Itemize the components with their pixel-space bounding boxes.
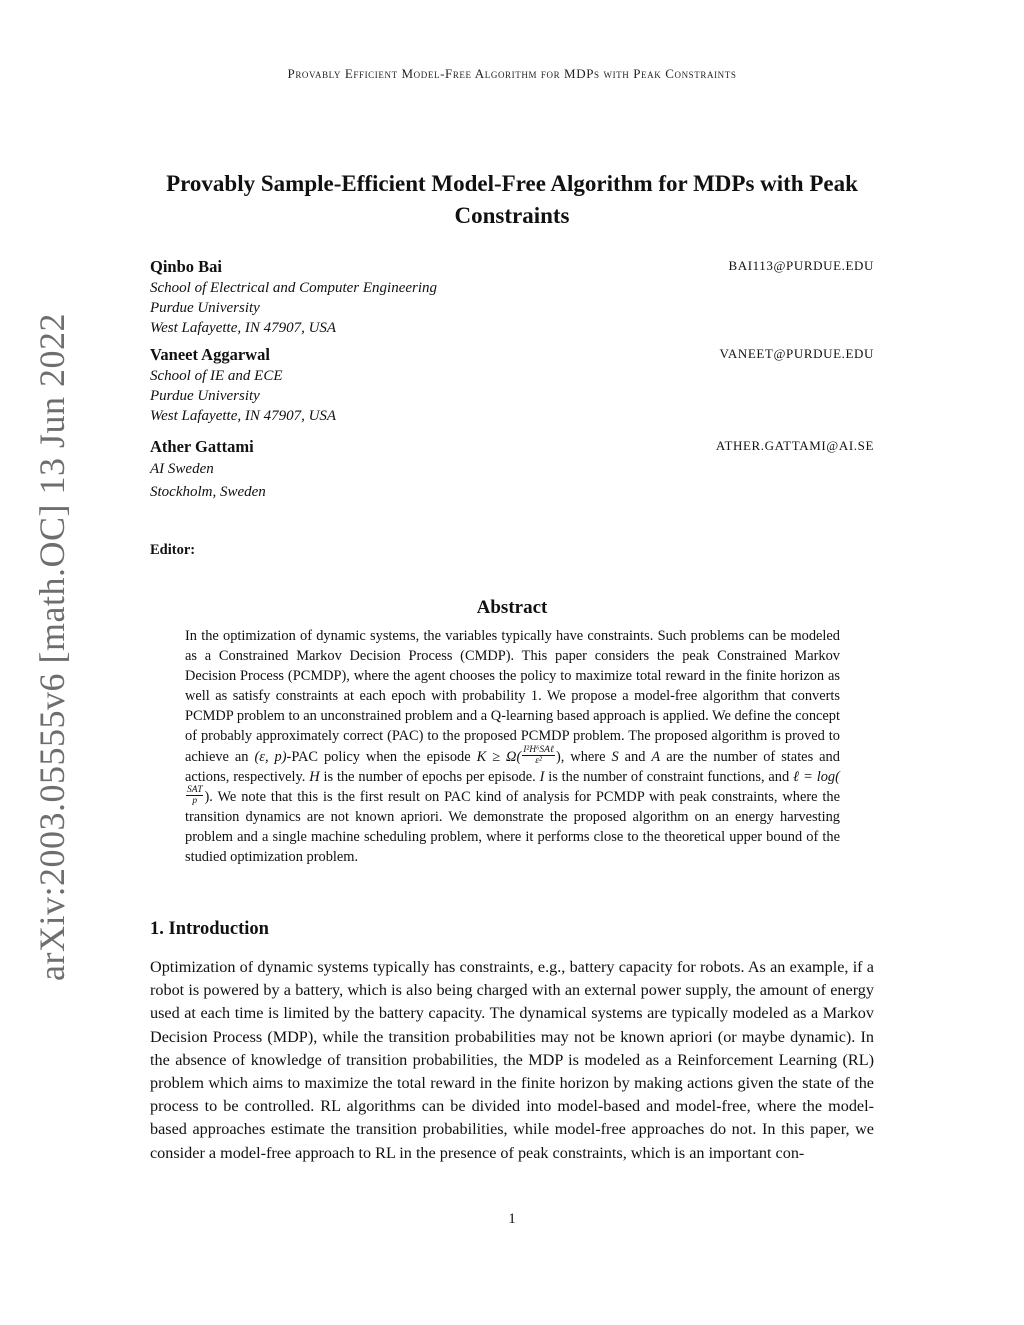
fraction-denominator: ε² xyxy=(535,755,542,766)
fraction-sample-complexity xyxy=(522,745,555,766)
math-i: I xyxy=(539,768,545,785)
abstract-body xyxy=(185,626,840,867)
author-name: Ather Gattami xyxy=(150,437,254,456)
math-h: H xyxy=(309,768,320,785)
fraction-log-term xyxy=(186,785,203,806)
author-affiliation-line: Stockholm, Sweden xyxy=(150,484,266,500)
abstract-text: -PAC policy when the episode xyxy=(286,748,471,765)
author-email[interactable]: VANEET@PURDUE.EDU xyxy=(719,346,874,361)
author-email[interactable]: BAI113@PURDUE.EDU xyxy=(728,258,874,273)
author-block-3 xyxy=(150,436,874,504)
author-affiliation-line: West Lafayette, IN 47907, USA xyxy=(150,320,337,336)
math-s: S xyxy=(611,748,619,765)
abstract-heading: Abstract xyxy=(476,597,548,618)
math-eps-p: (ε, p) xyxy=(254,748,287,765)
author-block-2 xyxy=(150,344,874,426)
running-head xyxy=(0,66,1024,82)
math-a: A xyxy=(651,748,661,765)
paper-title: Provably Sample-Efficient Model-Free Algorithm for MDPs with Peak Constraints xyxy=(166,171,858,228)
page-number: 1 xyxy=(508,1211,516,1227)
abstract-text: are the number of states and actions, respectively. xyxy=(185,748,840,785)
author-name: Qinbo Bai xyxy=(150,257,222,276)
author-affiliation-line: West Lafayette, IN 47907, USA xyxy=(150,408,337,424)
author-affiliation-line: School of Electrical and Computer Engineering xyxy=(150,280,438,296)
abstract-paragraph xyxy=(185,626,840,867)
abstract-text: ). We note that this is the first result on PAC kind of analysis for PCMDP with peak constraints, where the transition dynamics are not known apriori. We demonstrate the proposed algorithm on an energy harvesting problem and a single machine scheduling problem, where it performs close to the theoretical upper bound of the studied optimization problem. xyxy=(185,788,840,866)
math-k-bound: K ≥ Ω( xyxy=(476,748,522,765)
author-affiliation-line: Purdue University xyxy=(150,300,260,316)
abstract-text: In the optimization of dynamic systems, the variables typically have constraints. Such problems can be modeled as a Constrained Markov Decision Process (CMDP). This paper considers the peak Constrained Markov Decision Process (PCMDP), where the agent chooses the policy to maximize total reward in the finite horizon as well as satisfy constraints at each epoch with probability 1. We propose a model-free algorithm that converts PCMDP problem to an unconstrained problem and a Q-learning based approach is applied. We define the concept of probably approximately correct (PAC) to the proposed PCMDP problem. The proposed algorithm is proved to achieve an xyxy=(185,628,840,765)
fraction-numerator: I²H⁶SAℓ xyxy=(523,744,554,755)
author-affiliation-line: AI Sweden xyxy=(150,461,214,477)
introduction-paragraph: Optimization of dynamic systems typically has constraints, e.g., battery capacity for robots. As an example, if a robot is powered by a battery, which is also being charged with an external power supply, the amount of energy used at each time is limited by the battery capacity. The dynamical systems are typically modeled as a Markov Decision Process (MDP), while the transition probabilities may not be known apriori (or maybe dynamic). In the absence of knowledge of transition probabilities, the MDP is modeled as a Reinforcement Learning (RL) problem which aims to maximize the total reward in the finite horizon by making actions given the state of the process to be controlled. RL algorithms can be divided into model-based and model-free, where the model-based approaches estimate the transition probabilities, while model-free approaches do not. In this paper, we consider a model-free approach to RL in the presence of peak constraints, which is an important con- xyxy=(150,958,874,1162)
fraction-denominator: p xyxy=(192,795,198,806)
math-ell: ℓ = log( xyxy=(793,768,840,785)
abstract-text: ), where xyxy=(555,748,606,765)
fraction-numerator: SAT xyxy=(187,784,203,795)
running-head-text: Provably Efficient Model-Free Algorithm for MDPs with Peak Constraints xyxy=(287,66,737,81)
abstract-text: is the number of constraint functions, and xyxy=(548,768,790,785)
author-name: Vaneet Aggarwal xyxy=(150,345,270,364)
author-affiliation-line: Purdue University xyxy=(150,388,260,404)
abstract-text: is the number of epochs per episode. xyxy=(323,768,536,785)
author-affiliation-line: School of IE and ECE xyxy=(150,368,283,384)
abstract-text: and xyxy=(624,748,646,765)
introduction-body xyxy=(150,956,874,1165)
arxiv-stamp: arXiv:2003.05555v6 [math.OC] 13 Jun 2022 xyxy=(32,313,72,981)
section-heading-introduction: 1. Introduction xyxy=(150,919,269,939)
author-email[interactable]: ATHER.GATTAMI@AI.SE xyxy=(715,438,874,453)
editor-label: Editor: xyxy=(150,542,196,558)
author-block-1 xyxy=(150,256,874,338)
